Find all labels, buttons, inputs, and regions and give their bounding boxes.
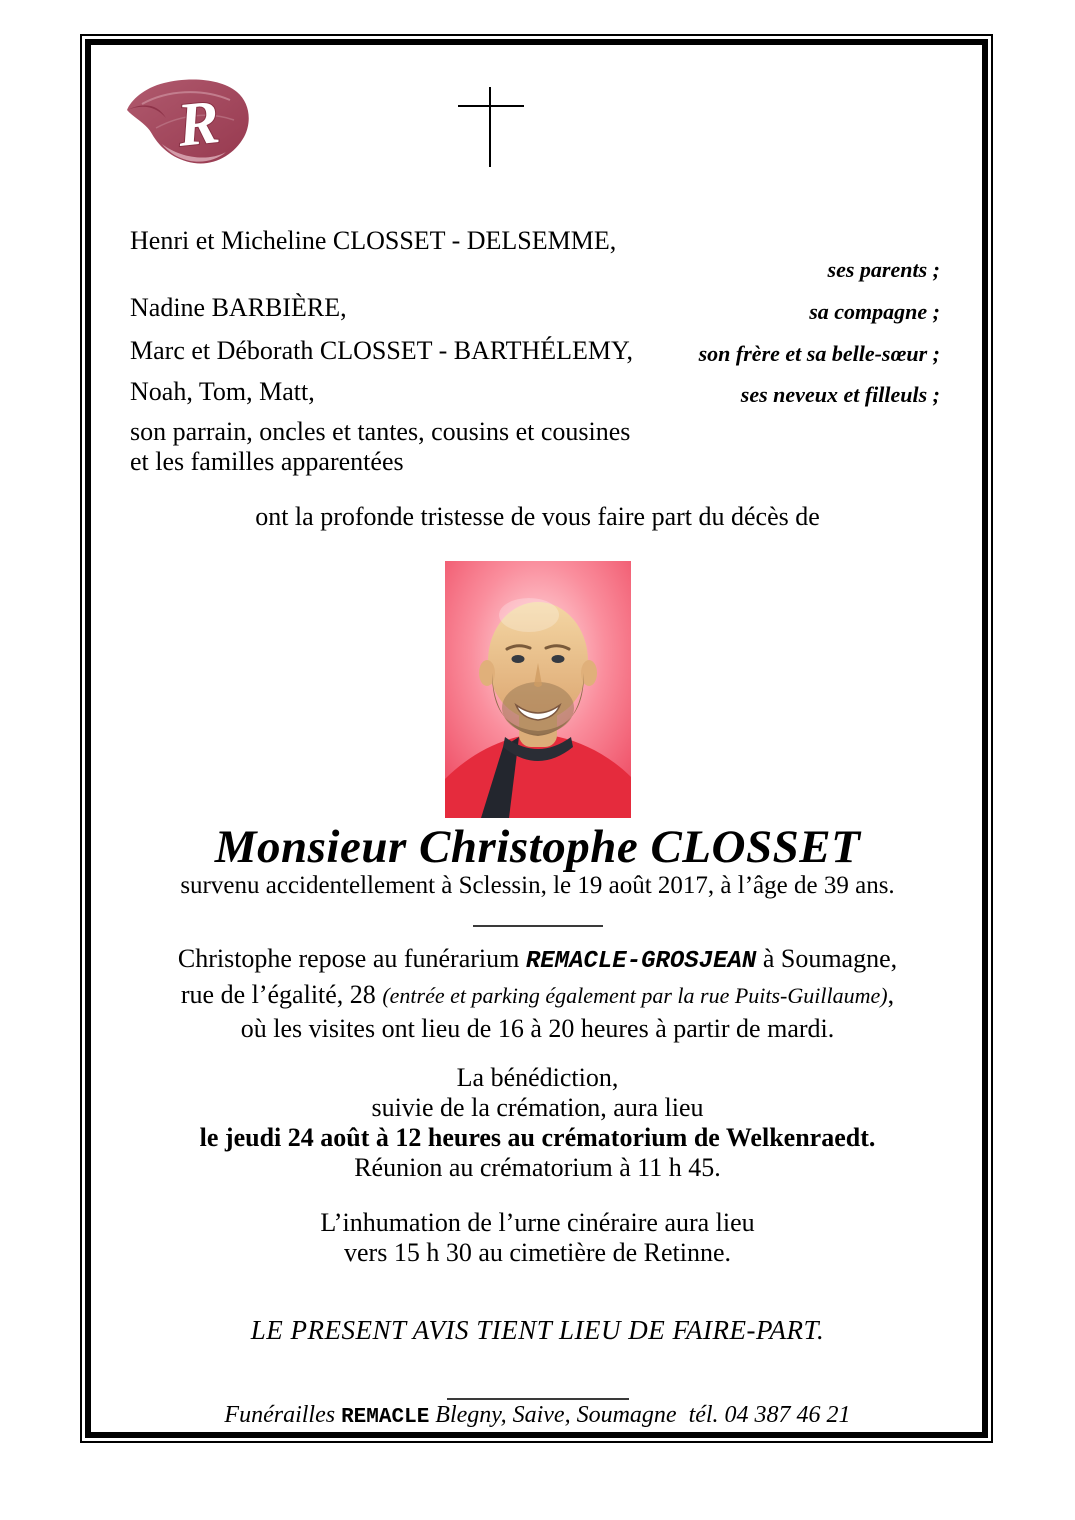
family-relation: ses parents ;	[827, 257, 940, 282]
portrait-illustration	[445, 561, 631, 818]
funeral-home-name: REMACLE-GROSJEAN	[525, 948, 757, 975]
repose-line1	[95, 942, 980, 978]
death-details: survenu accidentellement à Sclessin, le 19 août 2017, à l’âge de 39 ans.	[180, 872, 895, 899]
repose-line2	[95, 978, 980, 1012]
family-name: Nadine BARBIÈRE,	[130, 293, 347, 322]
repose-line3: où les visites ont lieu de 16 à 20 heures à partir de mardi.	[240, 1014, 835, 1043]
footer-prefix: Funérailles	[224, 1402, 342, 1428]
family-extra-line: et les familles apparentées	[130, 447, 404, 476]
family-name: Marc et Déborath CLOSSET - BARTHÉLEMY,	[130, 336, 633, 365]
footer-brand: REMACLE	[341, 1406, 430, 1429]
repose-line2-prefix: rue de l’égalité, 28	[180, 980, 383, 1009]
parking-note: (entrée et parking également par la rue Puits-Guillaume)	[382, 983, 888, 1008]
family-relation: ses neveux et filleuls ;	[740, 382, 940, 407]
footer-divider	[447, 1398, 629, 1400]
cross-vertical-bar	[489, 87, 491, 167]
repose-line2-suffix: ,	[887, 980, 895, 1009]
footer-funeral-home	[95, 1402, 980, 1429]
ceremony-date-line: le jeudi 24 août à 12 heures au crématorium de Welkenraedt.	[199, 1123, 876, 1152]
burial-block	[95, 1208, 980, 1268]
deceased-name-title: Monsieur Christophe CLOSSET	[214, 821, 861, 873]
ceremony-line2: suivie de la crémation, aura lieu	[371, 1093, 704, 1122]
burial-line2: vers 15 h 30 au cimetière de Retinne.	[344, 1238, 731, 1267]
repose-line1-prefix: Christophe repose au funérarium	[177, 944, 526, 973]
ceremony-line4: Réunion au crématorium à 11 h 45.	[354, 1153, 721, 1182]
family-relation: sa compagne ;	[809, 299, 940, 324]
family-name: Noah, Tom, Matt,	[130, 377, 315, 406]
svg-text:R: R	[174, 87, 223, 160]
leaf-logo-icon	[122, 74, 258, 170]
repose-paragraph	[95, 942, 980, 1045]
repose-line1-suffix: à Soumagne,	[756, 944, 898, 973]
burial-line1: L’inhumation de l’urne cinéraire aura lieu	[320, 1208, 755, 1237]
footer-suffix: Blegny, Saive, Soumagne tél. 04 387 46 21	[429, 1402, 851, 1428]
section-divider	[473, 925, 603, 927]
funeral-home-logo	[122, 74, 258, 170]
family-extra-line: son parrain, oncles et tantes, cousins et cousines	[130, 417, 631, 446]
announcement-intro: ont la profonde tristesse de vous faire part du décès de	[255, 502, 820, 531]
ceremony-block	[95, 1063, 980, 1183]
cross-horizontal-bar	[458, 105, 524, 107]
faire-part-notice: LE PRESENT AVIS TIENT LIEU DE FAIRE-PART.	[250, 1315, 825, 1345]
family-relation: son frère et sa belle-sœur ;	[698, 341, 940, 366]
family-name: Henri et Micheline CLOSSET - DELSEMME,	[130, 226, 617, 255]
ceremony-line1: La bénédiction,	[456, 1063, 619, 1092]
portrait-photo	[445, 561, 631, 818]
